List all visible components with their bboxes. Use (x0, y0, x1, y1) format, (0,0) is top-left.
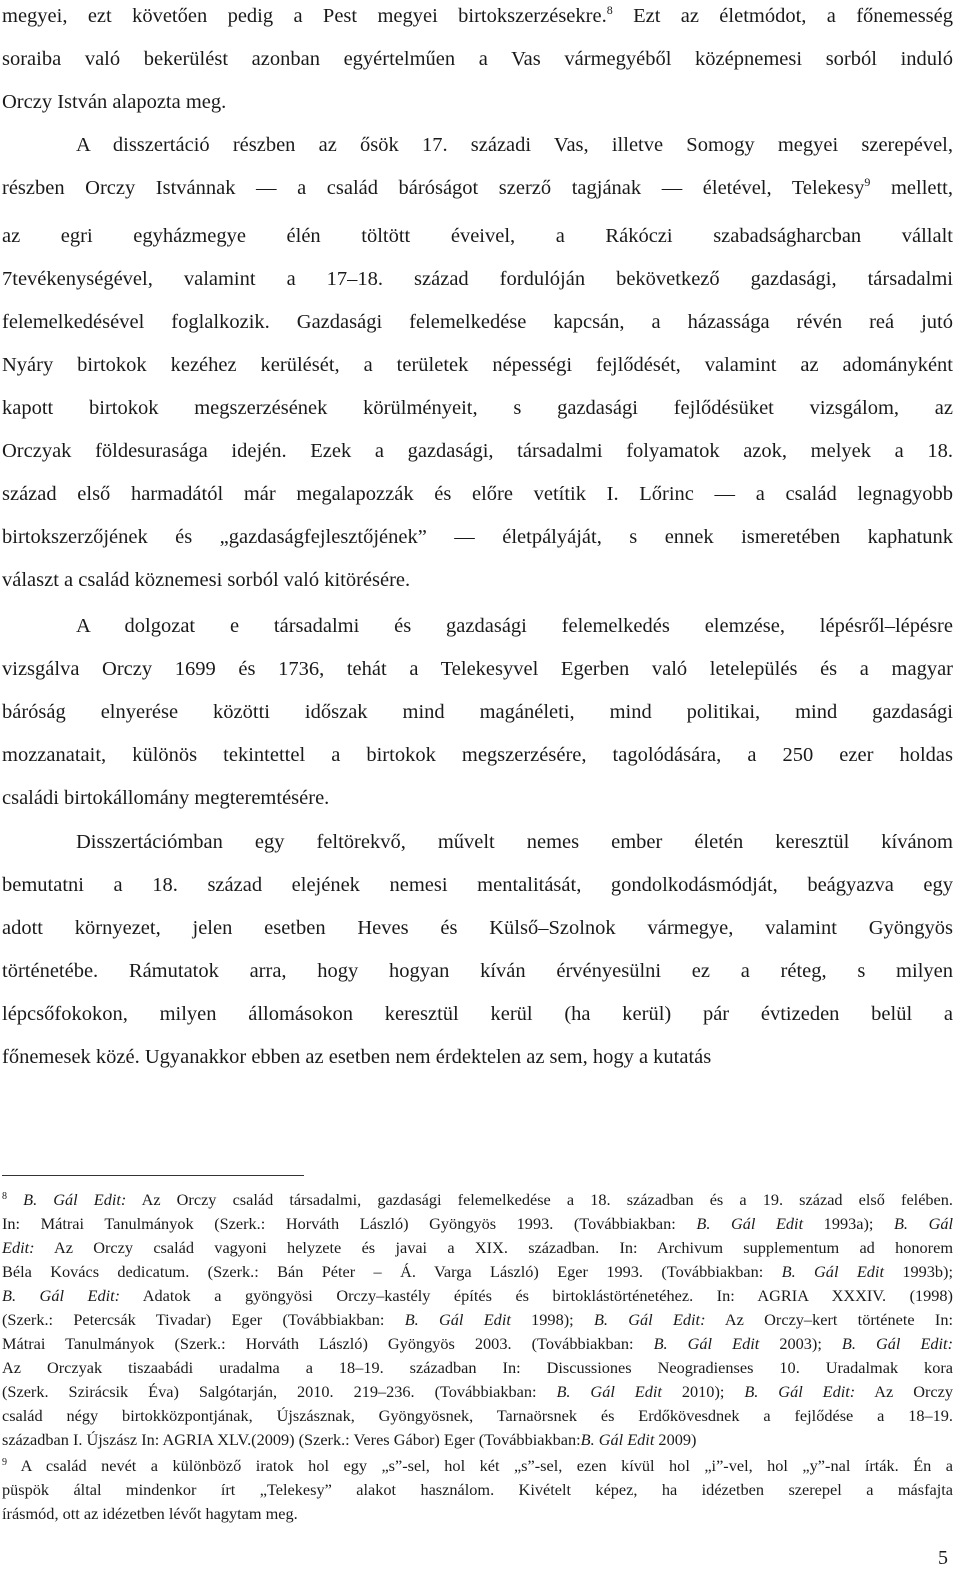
footnote-text: 2009) (654, 1430, 697, 1449)
footnote-line (2, 1504, 953, 1524)
body-line: A dolgozat e társadalmi és gazdasági felemelkedés elemzése, lépésről–lépésre (76, 615, 953, 637)
body-line: részben Orczy Istvánnak — a család báróságot szerző tagjának — életével, Telekesy$^9$ mellett, (2, 175, 953, 199)
page-number: 5 (938, 1547, 948, 1569)
footnote-separator (2, 1175, 304, 1176)
body-line: Orczyak földesurasága idején. Ezek a gazdasági, társadalmi folyamatok azok, melyek a 18. (2, 440, 953, 462)
footnote-line (2, 1358, 953, 1378)
footnote-text: In: Mátrai Tanulmányok (Szerk.: Horváth László) Gyöngyös 1993. (Továbbiakban: (2, 1214, 697, 1233)
footnote-line (2, 1334, 953, 1354)
footnote-line (2, 1456, 953, 1479)
body-line: történetébe. Rámutatok arra, hogy hogyan kíván érvényesülni ez a réteg, s milyen (2, 960, 953, 982)
body-line: birtokszerzőjének és „gazdaságfejlesztőjének” — életpályáját, s ennek ismeretében kaphatunk (2, 526, 953, 548)
footnote-line (2, 1480, 953, 1500)
footnote-text: püspök által mindenkor írt „Telekesy” alakot használom. Kivételt képez, ha idézetben szerepel a másfajta (2, 1480, 953, 1499)
footnote-text: Az Orczy család társadalmi, gazdasági felemelkedése a 18. században és a 19. század első felében. (126, 1190, 953, 1209)
footnote-text: Béla Kovács dedicatum. (Szerk.: Bán Péter – Á. Varga László) Eger 1993. (Továbbiakban: (2, 1262, 782, 1281)
footnote-text: család négy birtokközpontjának, Újszásznak, Gyöngyösnek, Tarnaörsnek és Erdőkövesdnek a fejlődése a 18–19. (2, 1406, 953, 1425)
footnote-line (2, 1406, 953, 1426)
footnote-number: 9 (2, 1457, 7, 1468)
footnote-number: 8 (2, 1191, 7, 1202)
footnote-line (2, 1262, 953, 1282)
footnote-author: B. Gál Edit: (841, 1334, 954, 1353)
footnote-line (2, 1286, 953, 1306)
footnote-text: Az Orczy (855, 1382, 953, 1401)
footnote-author: B. Gál Edit (781, 1262, 884, 1281)
body-line: soraiba való bekerülést azonban egyértelműen a Vas vármegyéből középnemesi sorból induló (2, 48, 953, 70)
footnote-author: B. Gál Edit: (593, 1310, 706, 1329)
footnote-ref-9[interactable]: 9 (864, 175, 871, 189)
body-line: kapott birtokok megszerzésének körülményeit, s gazdasági fejlődésüket vizsgálom, az (2, 397, 953, 419)
body-line: lépcsőfokokon, milyen állomásokon keresztül kerül (ha kerül) pár évtizeden belül a (2, 1003, 953, 1025)
footnote-text: Adatok a gyöngyösi Orczy–kastély építés és birtoklástörténetéhez. In: AGRIA XXXIV. (1998) (120, 1286, 953, 1305)
footnote-author: B. Gál Edit (580, 1430, 655, 1449)
footnote-line (2, 1430, 953, 1450)
footnote-text: Mátrai Tanulmányok (Szerk.: Horváth László) Gyöngyös 2003. (Továbbiakban: (2, 1334, 654, 1353)
footnote-author: B. Gál Edit (696, 1214, 804, 1233)
footnote-text: 1998); (510, 1310, 594, 1329)
footnote-line (2, 1382, 953, 1402)
body-line: 7tevékenységével, valamint a 17–18. század fordulóján bekövetkező gazdasági, társadalmi (2, 268, 953, 290)
body-line: családi birtokállomány megteremtésére. (2, 787, 330, 809)
footnote-text: Az Orczy–kert története In: (705, 1310, 953, 1329)
footnote-author: B. Gál Edit: (2, 1286, 121, 1305)
footnote-text: században I. Újszász In: AGRIA XLV.(2009) (Szerk.: Veres Gábor) Eger (Továbbiakban: (2, 1430, 581, 1449)
footnote-text: 1993b); (883, 1262, 954, 1281)
footnote-text: Az Orczyak tiszaabádi uradalma a 18–19. században In: Discussiones Neogradienses 10. Uradalmak kora (2, 1358, 953, 1377)
body-line: megyei, ezt követően pedig a Pest megyei birtokszerzésekre.$^8$ Ezt az életmódot, a főnemesség (2, 3, 954, 27)
body-line: mozzanatait, különös tekintettel a birtokok megszerzésére, tagolódására, a 250 ezer holdas (2, 744, 953, 766)
footnote-text: 1993a); (803, 1214, 894, 1233)
footnote-author: B. Gál Edit (653, 1334, 760, 1353)
footnote-line (2, 1190, 953, 1213)
body-line: Orczy István alapozta meg. (2, 91, 227, 113)
body-line: adott környezet, jelen esetben Heves és Külső–Szolnok vármegye, valamint Gyöngyös (2, 917, 953, 939)
footnote-author: B. Gál Edit (556, 1382, 662, 1401)
footnote-line (2, 1310, 953, 1330)
body-line: az egri egyházmegye élén töltött éveivel, a Rákóczi szabadságharcban vállalt (2, 225, 953, 247)
body-line: választ a család köznemesi sorból való kitörésére. (2, 569, 411, 591)
footnote-author: B. Gál Edit: (23, 1190, 127, 1209)
footnote-author: Edit: (2, 1238, 35, 1257)
footnote-author: B. Gál Edit: (744, 1382, 856, 1401)
footnote-author: B. Gál Edit (404, 1310, 511, 1329)
body-line: főnemesek közé. Ugyanakkor ebben az esetben nem érdektelen az sem, hogy a kutatás (2, 1046, 712, 1068)
footnote-text: 2003); (759, 1334, 842, 1353)
body-line: felemelkedésével foglalkozik. Gazdasági felemelkedése kapcsán, a házassága révén reá jutó (2, 311, 953, 333)
body-line: század első harmadától már megalapozzák és előre vetítik I. Lőrinc — a család legnagyobb (2, 483, 953, 505)
body-line: A disszertáció részben az ősök 17. századi Vas, illetve Somogy megyei szerepével, (76, 134, 953, 156)
footnote-text: írásmód, ott az idézetben lévőt hagytam meg. (2, 1504, 298, 1523)
body-line: bemutatni a 18. század elejének nemesi mentalitását, gondolkodásmódját, beágyazva egy (2, 874, 953, 896)
footnote-ref-8[interactable]: 8 (606, 3, 613, 17)
footnote-text: Az Orczy család vagyoni helyzete és javai a XIX. században. In: Archivum supplementum ad honorem (34, 1238, 953, 1257)
footnote-text: A család nevét a különböző iratok hol egy „s”-sel, hol két „s”-sel, ezen kívül hol „i”-vel, hol „y”-nal írták. Én a (7, 1456, 953, 1475)
footnote-text: (Szerk.: Petercsák Tivadar) Eger (Továbbiakban: (2, 1310, 405, 1329)
body-line: Disszertációmban egy feltörekvő, művelt nemes ember életén keresztül kívánom (76, 831, 953, 853)
footnote-text: (Szerk. Szirácsik Éva) Salgótarján, 2010. 219–236. (Továbbiakban: (2, 1382, 557, 1401)
footnote-line (2, 1238, 953, 1258)
body-line: vizsgálva Orczy 1699 és 1736, tehát a Telekesyvel Egerben való letelepülés és a magyar (2, 658, 953, 680)
footnote-author: B. Gál (893, 1214, 953, 1233)
footnote-text: 2010); (661, 1382, 745, 1401)
footnote-text (7, 1190, 23, 1209)
body-line: báróság elnyerése közötti időszak mind magánéleti, mind politikai, mind gazdasági (2, 701, 953, 723)
footnote-line (2, 1214, 953, 1234)
body-line: Nyáry birtokok kezéhez kerülését, a területek népességi fejlődését, valamint az adományként (2, 354, 953, 376)
